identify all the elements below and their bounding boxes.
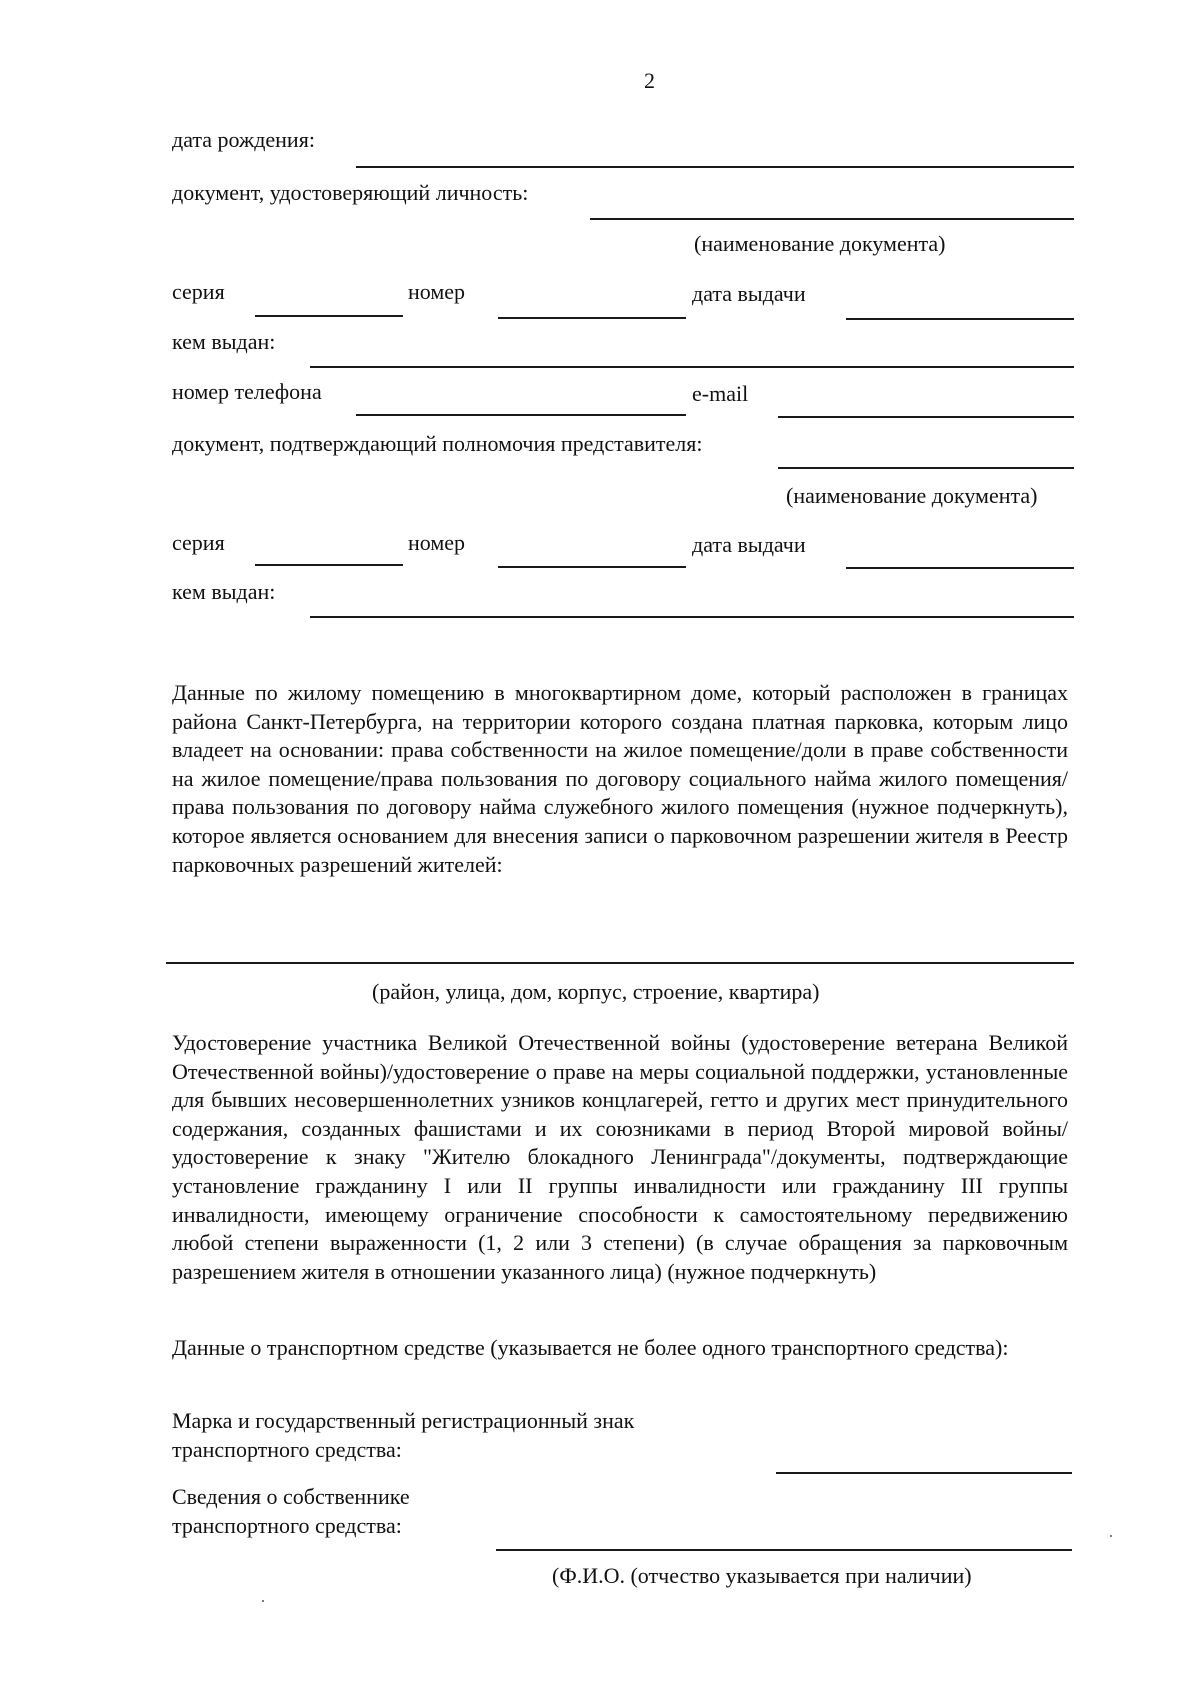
number-label: номер <box>408 279 466 304</box>
vehicle-intro: Данные о транспортном средстве (указывается не более одного транспортного средства): <box>172 1335 1009 1360</box>
representative-doc-field[interactable] <box>778 467 1074 469</box>
page-number: 2 <box>644 68 655 93</box>
owner-field[interactable] <box>496 1549 1072 1551</box>
identity-doc-label: документ, удостоверяющий личность: <box>172 180 529 205</box>
phone-label: номер телефона <box>172 379 322 404</box>
doc-name-hint: (наименование документа) <box>694 231 946 256</box>
plate-field[interactable] <box>776 1472 1072 1474</box>
rep-number-field[interactable] <box>498 566 686 568</box>
owner-hint: (Ф.И.О. (отчество указывается при наличии) <box>552 1563 972 1588</box>
issue-date-field[interactable] <box>846 318 1074 320</box>
address-field[interactable] <box>166 962 1074 964</box>
email-field[interactable] <box>778 416 1074 418</box>
owner-label-line2: транспортного средства: <box>172 1513 402 1538</box>
issued-by-field[interactable] <box>310 366 1074 368</box>
series-label: серия <box>172 279 225 304</box>
scan-speck <box>262 1600 264 1602</box>
scan-speck <box>1110 1535 1112 1537</box>
birth-date-label: дата рождения: <box>172 127 315 152</box>
birth-date-field[interactable] <box>356 166 1074 168</box>
issue-date-label: дата выдачи <box>692 281 806 306</box>
plate-label-line2: транспортного средства: <box>172 1437 402 1462</box>
rep-number-label: номер <box>408 530 466 555</box>
rep-series-field[interactable] <box>255 564 403 566</box>
rep-doc-name-hint: (наименование документа) <box>786 483 1038 508</box>
email-label: e-mail <box>692 381 749 406</box>
rep-issued-by-field[interactable] <box>310 616 1074 618</box>
number-field[interactable] <box>498 317 686 319</box>
housing-paragraph: Данные по жилому помещению в многоквартирном доме, который расположен в границах района Санкт-Петербурга, на территории которого создана платная парковка, которым лицо владеет на основании: права собственности на жилое помещение/доли в праве собственности на жилое помещение/права пользования по договору социального найма жилого помещения/права пользования по договору найма служебного жилого помещения (нужное подчеркнуть), которое является основанием для внесения записи о парковочном разрешении жителя в Реестр парковочных разрешений жителей: <box>172 680 1068 877</box>
certificate-paragraph: Удостоверение участника Великой Отечественной войны (удостоверение ветерана Великой Отечественной войны)/удостоверение о праве на меры социальной поддержки, установленные для бывших несовершеннолетних узников концлагерей, гетто и других мест принудительного содержания, созданных фашистами и их союзниками в период Второй мировой войны/удостоверение к знаку "Жителю блокадного Ленинграда"/документы, подтверждающие установление гражданину I или II группы инвалидности или гражданину III группы инвалидности, имеющему ограничение способности к самостоятельному передвижению любой степени выраженности (1, 2 или 3 степени) (в случае обращения за парковочным разрешением жителя в отношении указанного лица) (нужное подчеркнуть) <box>172 1030 1068 1284</box>
rep-issue-date-label: дата выдачи <box>692 532 806 557</box>
rep-issue-date-field[interactable] <box>846 567 1074 569</box>
plate-label-line1: Марка и государственный регистрационный знак <box>172 1408 635 1433</box>
representative-doc-label: документ, подтверждающий полномочия представителя: <box>172 431 703 456</box>
identity-doc-field[interactable] <box>590 218 1074 220</box>
owner-label-line1: Сведения о собственнике <box>172 1484 410 1509</box>
series-field[interactable] <box>255 315 403 317</box>
rep-series-label: серия <box>172 530 225 555</box>
issued-by-label: кем выдан: <box>172 329 276 354</box>
address-hint: (район, улица, дом, корпус, строение, квартира) <box>372 979 820 1004</box>
rep-issued-by-label: кем выдан: <box>172 579 276 604</box>
phone-field[interactable] <box>356 414 686 416</box>
